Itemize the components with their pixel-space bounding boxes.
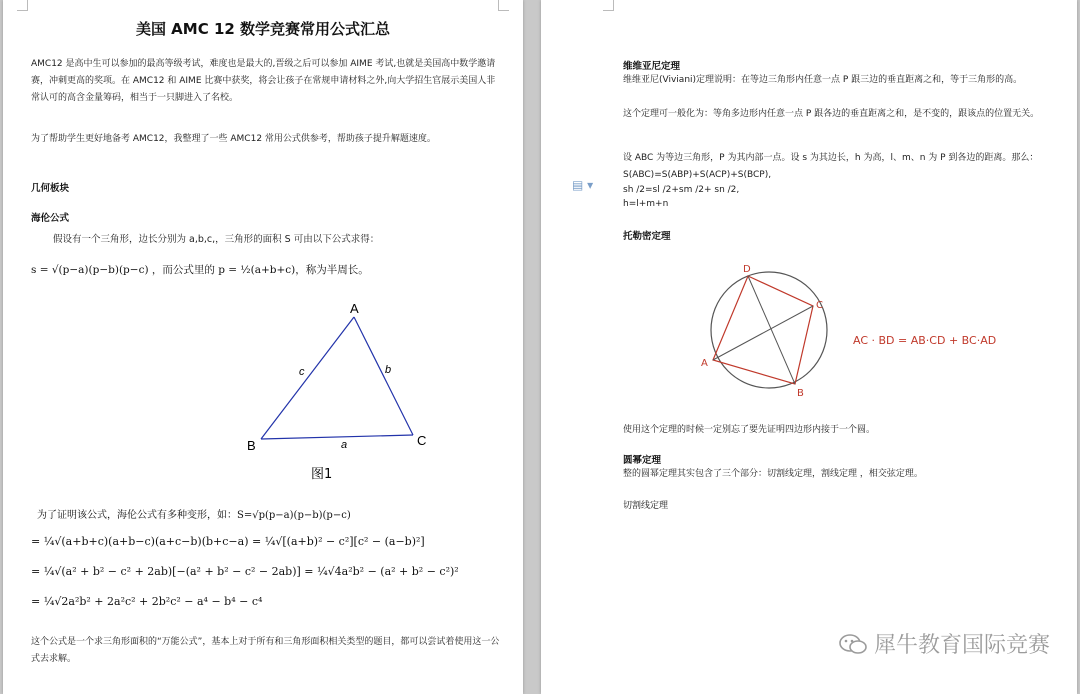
proof-step-3: = ¼√2a²b² + 2a²c² + 2b²c² − a⁴ − b⁴ − c⁴ <box>31 595 263 608</box>
viviani-line-5: h=l+m+n <box>623 199 669 209</box>
cyclic-quadrilateral <box>713 276 813 384</box>
viviani-line-3: 设 ABC 为等边三角形，P 为其内部一点。设 s 为其边长，h 为高，l、m、n 为 P 到各边的距离。那么：S(ABC)=S(ABP)+S(ACP)+S(BCP), <box>623 153 1039 180</box>
figure-caption: 图1 <box>311 467 333 482</box>
ptolemy-figure <box>691 262 1011 398</box>
viviani-line-4: sh /2=sl /2+sm /2+ sn /2, <box>623 185 740 195</box>
viviani-line-2: 这个定理可一般化为：等角多边形内任意一点 P 跟各边的垂直距离之和，是不变的，跟该点的位置无关。 <box>623 109 1040 119</box>
heron-formula: s = √(p−a)(p−b)(p−c) ，而公式里的 p = ½(a+b+c)，称为半周长。 <box>31 264 369 276</box>
intro-paragraph: AMC12 是高中生可以参加的最高等级考试，难度也是最大的,晋级之后可以参加 AIME 考试,也就是美国高中数学邀请赛，冲刺更高的奖项。在 AMC12 和 AIME 比赛中获奖，将会让孩子在常规申请材料之外,向大学招生官展示美国人非常认可的高含金量筹码，相当于一只脚进入了名校。 <box>31 59 496 103</box>
triangle-side-c <box>261 317 354 439</box>
ptolemy-heading: 托勒密定理 <box>623 231 671 242</box>
watermark <box>838 628 1050 659</box>
side-label-a: a <box>341 439 348 451</box>
vertex-label-a: A <box>350 301 359 316</box>
page-corner-mark <box>498 0 509 11</box>
document-margin-icon[interactable]: ▤ ▾ <box>572 178 594 192</box>
page-corner-mark <box>17 0 28 11</box>
viviani-line-1: 维维亚尼(Viviani)定理说明：在等边三角形内任意一点 P 跟三边的垂直距离之和，等于三角形的高。 <box>623 75 1023 85</box>
proof-step-1: = ¼√(a+b+c)(a+b−c)(a+c−b)(b+c−a) = ¼√[(a+b)² − c²][c² − (a−b)²] <box>31 535 425 548</box>
triangle-side-a <box>261 435 413 439</box>
triangle-side-b <box>354 317 413 435</box>
proof-step-2: = ¼√(a² + b² − c² + 2ab)[−(a² + b² − c² − 2ab)] = ¼√4a²b² − (a² + b² − c²)² <box>31 565 459 578</box>
vertex-label-b: B <box>247 438 256 453</box>
page-corner-mark <box>603 0 614 11</box>
closing-paragraph: 这个公式是一个求三角形面积的“万能公式”，基本上对于所有和三角形面积相关类型的题目，都可以尝试着使用这一公式去求解。 <box>31 637 500 664</box>
side-label-b: b <box>385 364 392 376</box>
point-label-d: D <box>743 264 751 275</box>
intro-paragraph-2: 为了帮助学生更好地备考 AMC12，我整理了一些 AMC12 常用公式供参考，帮助孩子提升解题速度。 <box>31 134 436 144</box>
point-label-b: B <box>797 388 804 398</box>
proof-intro: 为了证明该公式，海伦公式有多种变形，如：S=√p(p−a)(p−b)(p−c) <box>37 510 351 521</box>
heron-heading: 海伦公式 <box>31 213 70 224</box>
vertex-label-c: C <box>417 433 427 448</box>
viviani-heading: 维维亚尼定理 <box>623 61 681 72</box>
wechat-icon <box>838 632 868 656</box>
watermark-text: 犀牛教育国际竞赛 <box>873 633 1050 658</box>
left-page <box>3 0 523 694</box>
point-label-c: C <box>816 300 823 311</box>
section-heading-geometry: 几何板块 <box>31 183 70 194</box>
heron-description: 假设有一个三角形，边长分别为 a,b,c,，三角形的面积 S 可由以下公式求得： <box>53 234 380 245</box>
triangle-figure <box>239 295 449 485</box>
point-label-a: A <box>701 358 708 369</box>
ptolemy-formula: AC · BD = AB·CD + BC·AD <box>853 334 997 347</box>
diagonal-bd <box>748 276 795 384</box>
power-description: 整的圆幂定理其实包含了三个部分：切割线定理，割线定理 ，相交弦定理。 <box>623 469 923 479</box>
side-label-c: c <box>299 366 305 378</box>
document-title: 美国 AMC 12 数学竞赛常用公式汇总 <box>135 20 391 38</box>
tangent-heading: 切割线定理 <box>623 501 669 511</box>
power-heading: 圆幂定理 <box>623 455 662 466</box>
ptolemy-note: 使用这个定理的时候一定别忘了要先证明四边形内接于一个圆。 <box>623 425 876 435</box>
right-page <box>541 0 1077 694</box>
diagonal-ac <box>713 306 813 360</box>
